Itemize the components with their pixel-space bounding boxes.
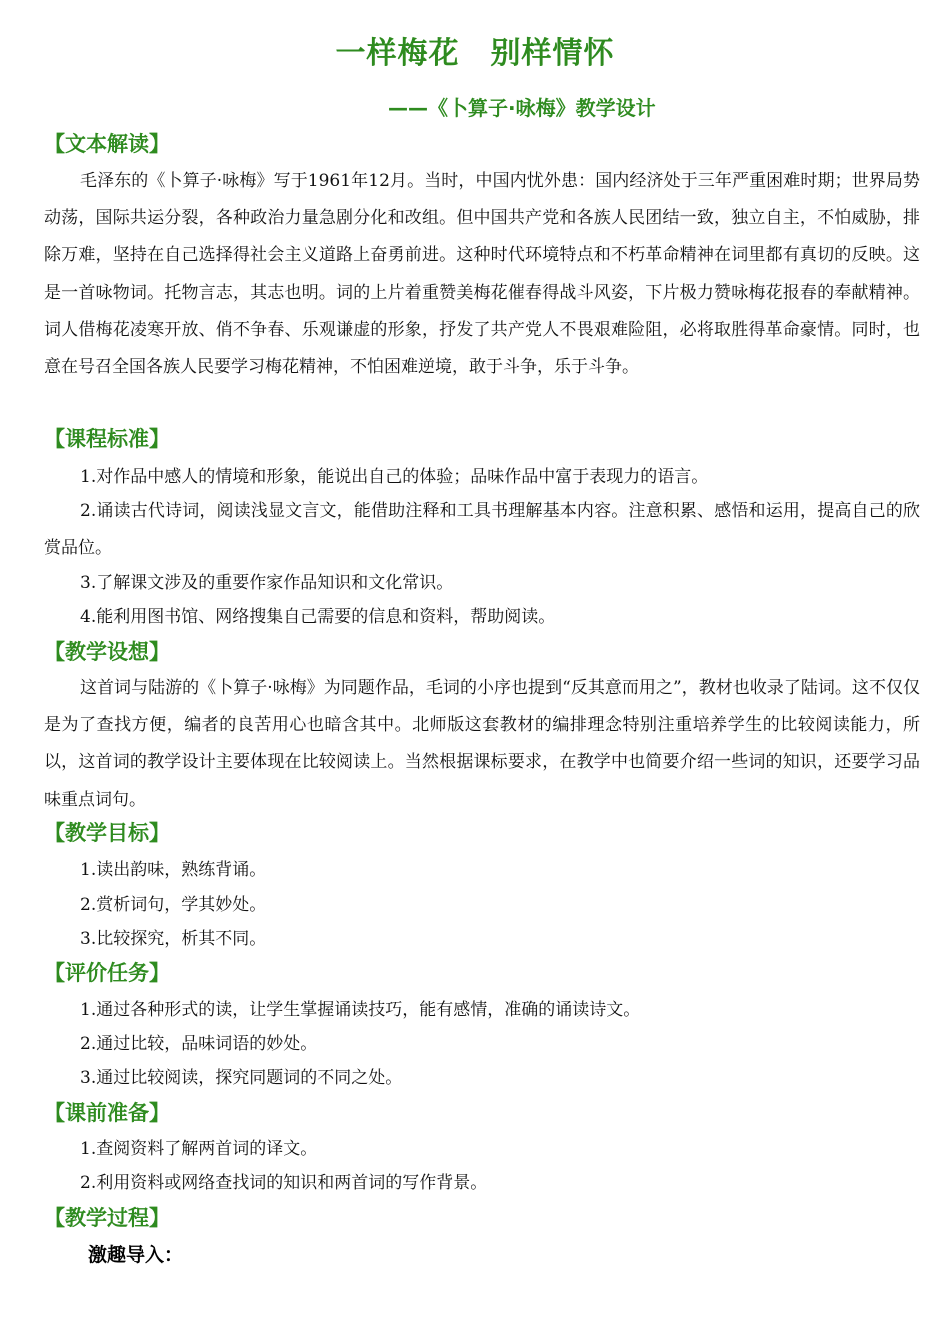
section-heading-preparation: 【课前准备】 bbox=[44, 1101, 170, 1125]
list-item: 3.了解课文涉及的重要作家作品知识和文化常识。 bbox=[80, 573, 454, 593]
list-item: 2.通过比较，品味词语的妙处。 bbox=[80, 1034, 318, 1054]
list-item: 4.能利用图书馆、网络搜集自己需要的信息和资料，帮助阅读。 bbox=[80, 607, 556, 627]
section-heading-text-reading: 【文本解读】 bbox=[44, 132, 170, 156]
section-paragraph: 毛泽东的《卜算子·咏梅》写于1961年12月。当时，中国内忧外患：国内经济处于三年严重困难时期；世界局势动荡，国际共运分裂，各种政治力量急剧分化和改组。但中国共产党和各族人民团结一致，独立自主，不怕威胁，排除万难，坚持在自己选择得社会主义道路上奋勇前进。这种时代环境特点和不朽革命精神在词里都有真切的反映。这是一首咏物词。托物言志，其志也明。词的上片着重赞美梅花催春得战斗风姿，下片极力赞咏梅花报春的奉献精神。词人借梅花凌寒开放、俏不争春、乐观谦虚的形象，抒发了共产党人不畏艰难险阻，必将取胜得革命豪情。同时，也意在号召全国各族人民要学习梅花精神，不怕困难逆境，敢于斗争，乐于斗争。 bbox=[44, 171, 920, 378]
document-subtitle: ——《卜算子·咏梅》教学设计 bbox=[388, 96, 656, 120]
list-item: 3.比较探究，析其不同。 bbox=[80, 929, 267, 949]
list-item: 2.利用资料或网络查找词的知识和两首词的写作背景。 bbox=[80, 1173, 488, 1193]
subheading-intro: 激趣导入： bbox=[88, 1244, 184, 1266]
section-heading-teaching-process: 【教学过程】 bbox=[44, 1206, 170, 1230]
document-title: 一样梅花 别样情怀 bbox=[335, 36, 615, 71]
list-item: 2.赏析词句，学其妙处。 bbox=[80, 895, 267, 915]
list-item: 1.通过各种形式的读，让学生掌握诵读技巧，能有感情，准确的诵读诗文。 bbox=[80, 1000, 641, 1020]
list-item: 1.对作品中感人的情境和形象，能说出自己的体验；品味作品中富于表现力的语言。 bbox=[80, 467, 709, 487]
section-heading-teaching-concept: 【教学设想】 bbox=[44, 640, 170, 664]
section-heading-assessment-tasks: 【评价任务】 bbox=[44, 961, 170, 985]
section-heading-curriculum-standards: 【课程标准】 bbox=[44, 427, 170, 451]
list-item: 1.读出韵味，熟练背诵。 bbox=[80, 860, 267, 880]
section-paragraph: 这首词与陆游的《卜算子·咏梅》为同题作品，毛词的小序也提到“反其意而用之”，教材也收录了陆词。这不仅仅是为了查找方便，编者的良苦用心也暗含其中。北师版这套教材的编排理念特别注重培养学生的比较阅读能力，所以，这首词的教学设计主要体现在比较阅读上。当然根据课标要求，在教学中也简要介绍一些词的知识，还要学习品味重点词句。 bbox=[44, 678, 920, 810]
list-item: 2.诵读古代诗词，阅读浅显文言文，能借助注释和工具书理解基本内容。注意积累、感悟和运用，提高自己的欣赏品位。 bbox=[44, 501, 920, 559]
list-item: 1.查阅资料了解两首词的译文。 bbox=[80, 1139, 318, 1159]
section-heading-teaching-goals: 【教学目标】 bbox=[44, 821, 170, 845]
list-item: 3.通过比较阅读，探究同题词的不同之处。 bbox=[80, 1068, 403, 1088]
